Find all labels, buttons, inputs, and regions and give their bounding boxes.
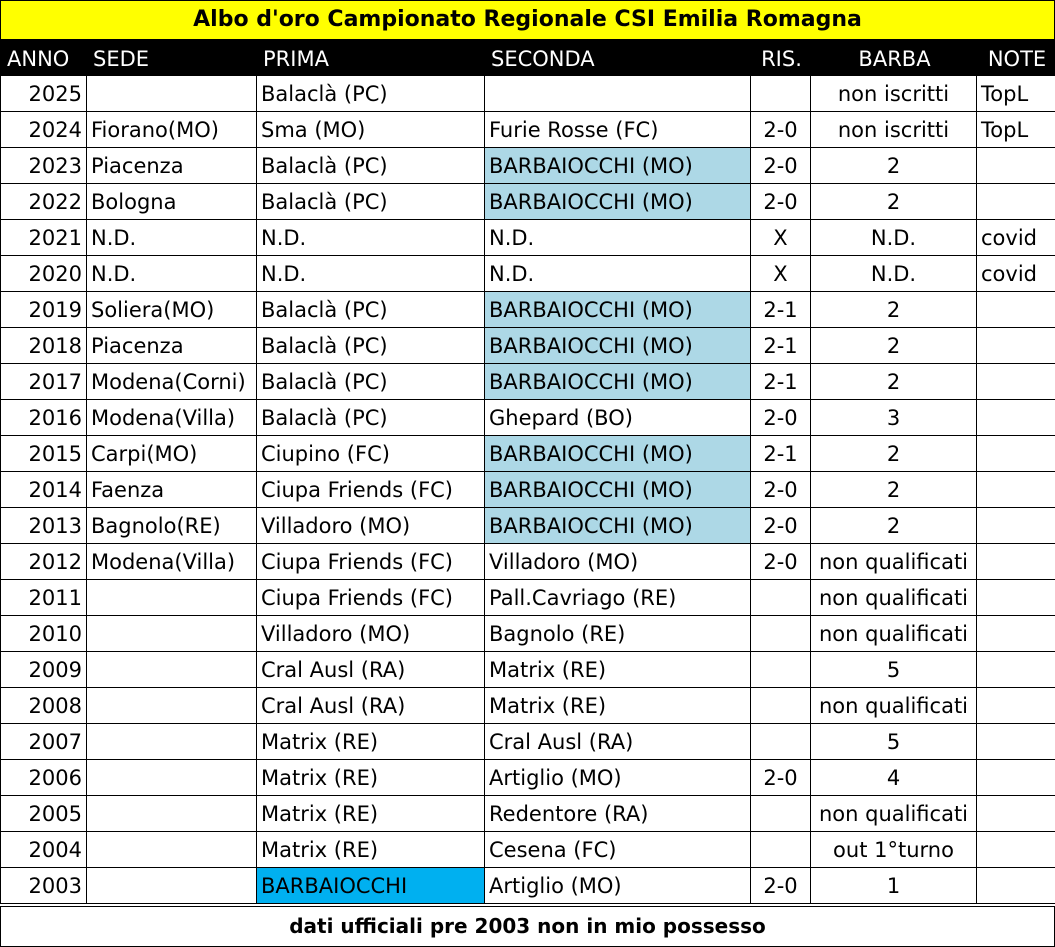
cell-barba: 3 xyxy=(811,400,977,436)
table-row xyxy=(1,868,1055,904)
cell-barba: non iscritti xyxy=(811,112,977,148)
cell-barba: 2 xyxy=(811,364,977,400)
cell-note xyxy=(977,436,1055,472)
table-row xyxy=(1,220,1055,256)
cell-ris xyxy=(751,616,811,652)
cell-prima: Balaclà (PC) xyxy=(257,364,485,400)
cell-sede xyxy=(87,688,257,724)
cell-prima: Matrix (RE) xyxy=(257,724,485,760)
table-row xyxy=(1,508,1055,544)
cell-barba: non qualificati xyxy=(811,580,977,616)
cell-prima: Villadoro (MO) xyxy=(257,508,485,544)
cell-barba: N.D. xyxy=(811,256,977,292)
cell-barba: out 1°turno xyxy=(811,832,977,868)
cell-prima: Ciupino (FC) xyxy=(257,436,485,472)
cell-seconda: Pall.Cavriago (RE) xyxy=(485,580,751,616)
cell-ris: 2-0 xyxy=(751,760,811,796)
cell-sede: Faenza xyxy=(87,472,257,508)
table-row xyxy=(1,112,1055,148)
cell-sede: N.D. xyxy=(87,256,257,292)
cell-sede xyxy=(87,832,257,868)
cell-anno: 2008 xyxy=(1,688,87,724)
cell-seconda xyxy=(485,76,751,112)
cell-ris: 2-0 xyxy=(751,544,811,580)
cell-sede: Piacenza xyxy=(87,328,257,364)
cell-sede xyxy=(87,616,257,652)
cell-seconda: Cral Ausl (RA) xyxy=(485,724,751,760)
cell-note xyxy=(977,508,1055,544)
table-row xyxy=(1,76,1055,112)
sheet-title: Albo d'oro Campionato Regionale CSI Emilia Romagna xyxy=(0,0,1055,41)
header-note: NOTE xyxy=(977,42,1055,76)
cell-prima: Cral Ausl (RA) xyxy=(257,688,485,724)
cell-anno: 2022 xyxy=(1,184,87,220)
table-row xyxy=(1,652,1055,688)
cell-note: covid xyxy=(977,220,1055,256)
cell-prima: Balaclà (PC) xyxy=(257,400,485,436)
cell-note xyxy=(977,328,1055,364)
table-row xyxy=(1,256,1055,292)
cell-sede: Bagnolo(RE) xyxy=(87,508,257,544)
table-row xyxy=(1,400,1055,436)
cell-prima: Matrix (RE) xyxy=(257,832,485,868)
cell-anno: 2003 xyxy=(1,868,87,904)
cell-prima: Sma (MO) xyxy=(257,112,485,148)
cell-anno: 2023 xyxy=(1,148,87,184)
cell-ris: 2-0 xyxy=(751,400,811,436)
cell-seconda: Redentore (RA) xyxy=(485,796,751,832)
cell-ris: 2-0 xyxy=(751,112,811,148)
cell-seconda: N.D. xyxy=(485,256,751,292)
cell-prima: Balaclà (PC) xyxy=(257,148,485,184)
table-header xyxy=(1,42,1055,76)
cell-prima: N.D. xyxy=(257,220,485,256)
cell-anno: 2015 xyxy=(1,436,87,472)
table-row xyxy=(1,292,1055,328)
cell-barba: 2 xyxy=(811,148,977,184)
cell-prima: Balaclà (PC) xyxy=(257,292,485,328)
cell-barba: 2 xyxy=(811,472,977,508)
cell-ris: 2-1 xyxy=(751,436,811,472)
table-row xyxy=(1,184,1055,220)
cell-barba: non iscritti xyxy=(811,76,977,112)
cell-note xyxy=(977,580,1055,616)
cell-sede xyxy=(87,580,257,616)
cell-prima: Ciupa Friends (FC) xyxy=(257,544,485,580)
cell-note xyxy=(977,760,1055,796)
table-row xyxy=(1,832,1055,868)
cell-seconda: BARBAIOCCHI (MO) xyxy=(485,148,751,184)
cell-anno: 2009 xyxy=(1,652,87,688)
table-row xyxy=(1,760,1055,796)
cell-anno: 2017 xyxy=(1,364,87,400)
cell-anno: 2020 xyxy=(1,256,87,292)
albo-table xyxy=(0,41,1055,904)
cell-prima: Balaclà (PC) xyxy=(257,76,485,112)
cell-seconda: Matrix (RE) xyxy=(485,652,751,688)
cell-ris xyxy=(751,688,811,724)
cell-ris xyxy=(751,796,811,832)
cell-prima: Matrix (RE) xyxy=(257,796,485,832)
cell-seconda: Furie Rosse (FC) xyxy=(485,112,751,148)
cell-sede: Modena(Corni) xyxy=(87,364,257,400)
table-row xyxy=(1,544,1055,580)
table-row xyxy=(1,580,1055,616)
cell-anno: 2006 xyxy=(1,760,87,796)
cell-anno: 2019 xyxy=(1,292,87,328)
table-row xyxy=(1,328,1055,364)
cell-barba: 4 xyxy=(811,760,977,796)
cell-barba: non qualificati xyxy=(811,796,977,832)
cell-sede xyxy=(87,796,257,832)
cell-ris: 2-1 xyxy=(751,364,811,400)
cell-sede: Soliera(MO) xyxy=(87,292,257,328)
cell-barba: N.D. xyxy=(811,220,977,256)
cell-anno: 2014 xyxy=(1,472,87,508)
cell-note xyxy=(977,868,1055,904)
cell-ris xyxy=(751,832,811,868)
cell-note xyxy=(977,544,1055,580)
cell-barba: 5 xyxy=(811,652,977,688)
cell-ris: 2-0 xyxy=(751,184,811,220)
cell-seconda: Artiglio (MO) xyxy=(485,760,751,796)
cell-note xyxy=(977,148,1055,184)
table-row xyxy=(1,616,1055,652)
cell-ris xyxy=(751,652,811,688)
cell-seconda: BARBAIOCCHI (MO) xyxy=(485,292,751,328)
cell-note xyxy=(977,472,1055,508)
cell-sede xyxy=(87,76,257,112)
cell-sede: Carpi(MO) xyxy=(87,436,257,472)
table-row xyxy=(1,472,1055,508)
header-prima: PRIMA xyxy=(257,42,485,76)
cell-prima: BARBAIOCCHI xyxy=(257,868,485,904)
cell-note: TopL xyxy=(977,112,1055,148)
cell-barba: 2 xyxy=(811,508,977,544)
cell-sede: Modena(Villa) xyxy=(87,400,257,436)
cell-sede xyxy=(87,868,257,904)
cell-note xyxy=(977,652,1055,688)
cell-note xyxy=(977,364,1055,400)
cell-seconda: Bagnolo (RE) xyxy=(485,616,751,652)
cell-sede xyxy=(87,652,257,688)
cell-note xyxy=(977,616,1055,652)
cell-seconda: Matrix (RE) xyxy=(485,688,751,724)
cell-seconda: Cesena (FC) xyxy=(485,832,751,868)
cell-anno: 2013 xyxy=(1,508,87,544)
cell-note xyxy=(977,832,1055,868)
cell-ris: 2-0 xyxy=(751,148,811,184)
table-row xyxy=(1,436,1055,472)
cell-note: covid xyxy=(977,256,1055,292)
header-anno: ANNO xyxy=(1,42,87,76)
table-body xyxy=(1,76,1055,904)
table-row xyxy=(1,688,1055,724)
cell-prima: Balaclà (PC) xyxy=(257,184,485,220)
cell-anno: 2024 xyxy=(1,112,87,148)
cell-ris: X xyxy=(751,220,811,256)
cell-anno: 2021 xyxy=(1,220,87,256)
cell-barba: 2 xyxy=(811,436,977,472)
cell-sede: Piacenza xyxy=(87,148,257,184)
cell-sede xyxy=(87,724,257,760)
cell-seconda: Artiglio (MO) xyxy=(485,868,751,904)
cell-prima: Villadoro (MO) xyxy=(257,616,485,652)
cell-sede: Fiorano(MO) xyxy=(87,112,257,148)
cell-barba: 2 xyxy=(811,328,977,364)
cell-seconda: Ghepard (BO) xyxy=(485,400,751,436)
footer-note: dati ufficiali pre 2003 non in mio possesso xyxy=(0,906,1055,947)
header-sede: SEDE xyxy=(87,42,257,76)
cell-seconda: BARBAIOCCHI (MO) xyxy=(485,508,751,544)
table-row xyxy=(1,148,1055,184)
cell-ris: 2-0 xyxy=(751,508,811,544)
table-row xyxy=(1,796,1055,832)
cell-note xyxy=(977,292,1055,328)
cell-ris xyxy=(751,724,811,760)
cell-prima: Balaclà (PC) xyxy=(257,328,485,364)
cell-prima: Ciupa Friends (FC) xyxy=(257,472,485,508)
cell-seconda: BARBAIOCCHI (MO) xyxy=(485,436,751,472)
header-barba: BARBA xyxy=(811,42,977,76)
cell-anno: 2004 xyxy=(1,832,87,868)
cell-anno: 2007 xyxy=(1,724,87,760)
cell-seconda: BARBAIOCCHI (MO) xyxy=(485,472,751,508)
cell-seconda: N.D. xyxy=(485,220,751,256)
header-seconda: SECONDA xyxy=(485,42,751,76)
cell-barba: 2 xyxy=(811,292,977,328)
header-row xyxy=(1,42,1055,76)
cell-ris: 2-0 xyxy=(751,472,811,508)
cell-ris xyxy=(751,76,811,112)
cell-anno: 2010 xyxy=(1,616,87,652)
cell-seconda: BARBAIOCCHI (MO) xyxy=(485,328,751,364)
cell-ris: X xyxy=(751,256,811,292)
cell-prima: N.D. xyxy=(257,256,485,292)
cell-barba: 5 xyxy=(811,724,977,760)
cell-note xyxy=(977,724,1055,760)
cell-anno: 2012 xyxy=(1,544,87,580)
cell-barba: non qualificati xyxy=(811,616,977,652)
cell-anno: 2018 xyxy=(1,328,87,364)
cell-anno: 2011 xyxy=(1,580,87,616)
cell-ris: 2-1 xyxy=(751,328,811,364)
cell-seconda: Villadoro (MO) xyxy=(485,544,751,580)
cell-barba: 1 xyxy=(811,868,977,904)
cell-note: TopL xyxy=(977,76,1055,112)
cell-sede xyxy=(87,760,257,796)
cell-seconda: BARBAIOCCHI (MO) xyxy=(485,364,751,400)
cell-anno: 2016 xyxy=(1,400,87,436)
cell-anno: 2025 xyxy=(1,76,87,112)
cell-note xyxy=(977,400,1055,436)
cell-barba: non qualificati xyxy=(811,688,977,724)
cell-sede: Modena(Villa) xyxy=(87,544,257,580)
cell-seconda: BARBAIOCCHI (MO) xyxy=(485,184,751,220)
cell-ris: 2-0 xyxy=(751,868,811,904)
cell-sede: N.D. xyxy=(87,220,257,256)
cell-barba: 2 xyxy=(811,184,977,220)
cell-note xyxy=(977,796,1055,832)
cell-ris: 2-1 xyxy=(751,292,811,328)
cell-prima: Matrix (RE) xyxy=(257,760,485,796)
cell-anno: 2005 xyxy=(1,796,87,832)
cell-prima: Ciupa Friends (FC) xyxy=(257,580,485,616)
cell-prima: Cral Ausl (RA) xyxy=(257,652,485,688)
table-row xyxy=(1,724,1055,760)
table-row xyxy=(1,364,1055,400)
header-ris: RIS. xyxy=(751,42,811,76)
cell-barba: non qualificati xyxy=(811,544,977,580)
cell-note xyxy=(977,688,1055,724)
cell-note xyxy=(977,184,1055,220)
cell-ris xyxy=(751,580,811,616)
cell-sede: Bologna xyxy=(87,184,257,220)
